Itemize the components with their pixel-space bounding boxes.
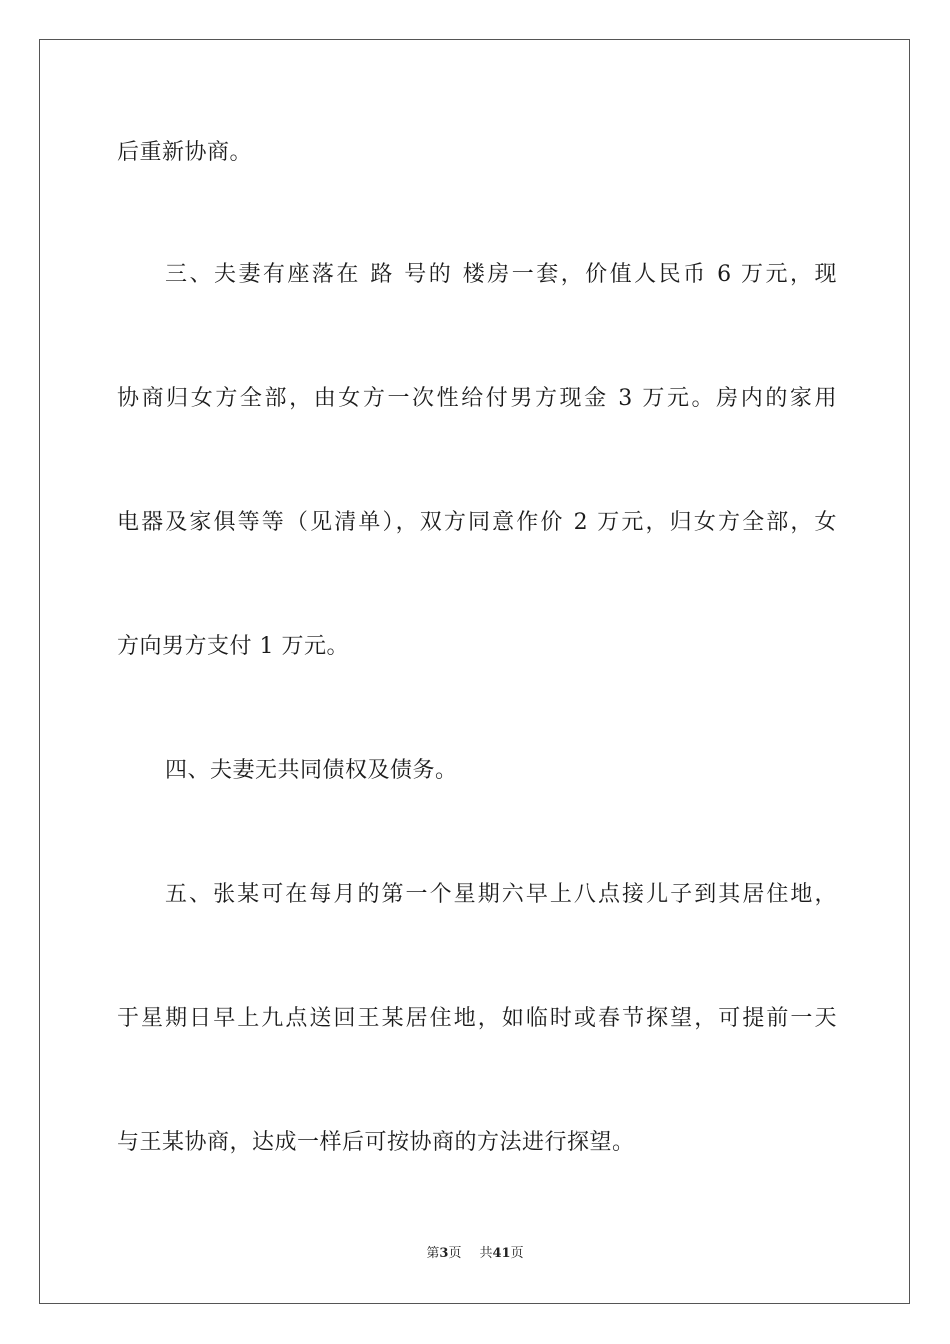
- text-line-2: 三、夫妻有座落在 路 号的 楼房一套，价值人民币 6 万元，现: [165, 262, 837, 287]
- text-line-3: 协商归女方全部，由女方一次性给付男方现金 3 万元。房内的家用: [117, 386, 837, 411]
- footer-page-suffix: 页: [448, 1246, 462, 1261]
- text-line-5: 方向男方支付 1 万元。: [117, 634, 349, 659]
- page-border: [39, 39, 910, 1304]
- text-line-9: 与王某协商，达成一样后可按协商的方法进行探望。: [117, 1130, 635, 1155]
- text-line-4: 电器及家俱等等（见清单），双方同意作价 2 万元，归女方全部，女: [117, 510, 837, 535]
- footer-total-pages: 41: [492, 1246, 511, 1261]
- text-line-7: 五、张某可在每月的第一个星期六早上八点接儿子到其居住地，: [165, 882, 837, 907]
- footer-page-prefix: 第: [426, 1246, 440, 1261]
- footer-total-suffix: 页: [510, 1246, 524, 1261]
- text-line-8: 于星期日早上九点送回王某居住地，如临时或春节探望，可提前一天: [117, 1006, 837, 1031]
- footer-total-prefix: 共: [479, 1246, 493, 1261]
- footer-page-number: 3: [439, 1246, 449, 1261]
- text-line-6: 四、夫妻无共同债权及债务。: [165, 758, 458, 783]
- text-line-1: 后重新协商。: [117, 140, 253, 165]
- page-footer: [0, 1245, 950, 1263]
